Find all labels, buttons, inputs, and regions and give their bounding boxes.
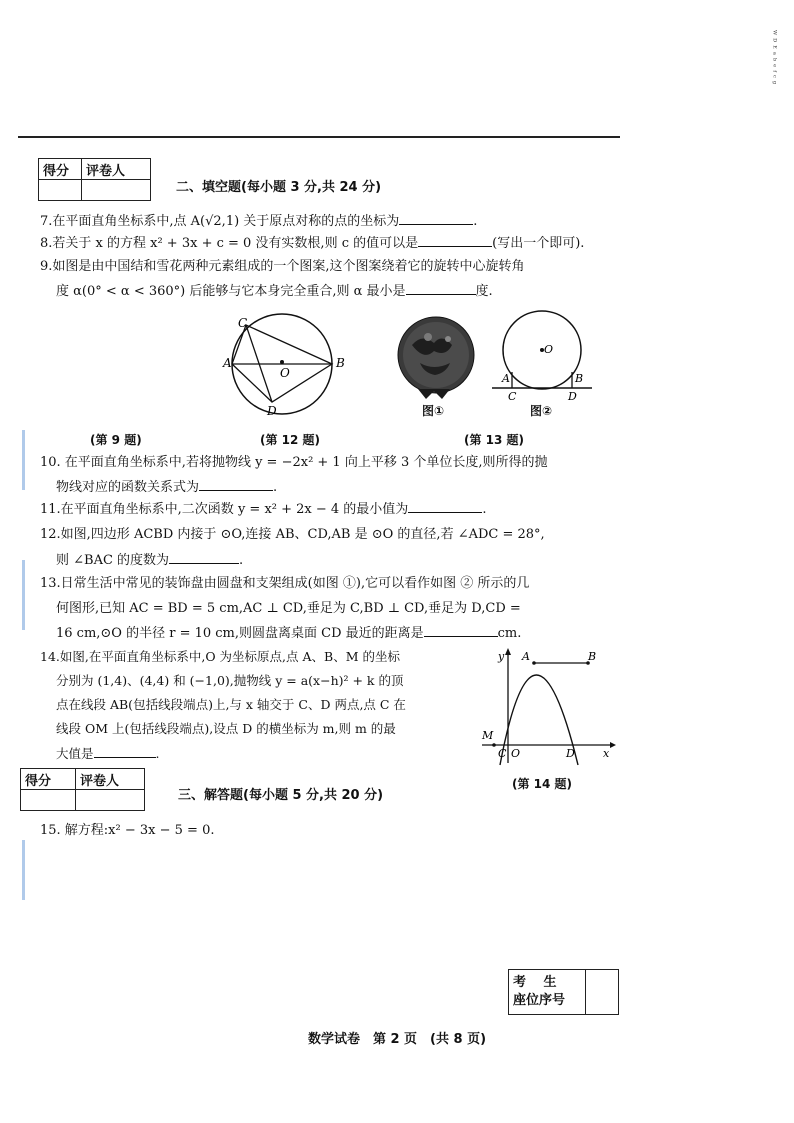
figure-14-graph [478, 645, 618, 770]
q7-period: . [473, 214, 478, 229]
caption-fig12: (第 12 题) [260, 433, 321, 447]
section3-title: 三、解答题(每小题 5 分,共 20 分) [178, 788, 384, 803]
answer-blank-11[interactable] [408, 500, 482, 513]
question-8-suffix: (写出一个即可). [492, 236, 585, 251]
grader-cell[interactable] [82, 180, 151, 201]
fig14-label-o: O [511, 747, 521, 760]
answer-blank-9[interactable] [406, 282, 476, 295]
score-label: 得分 [21, 769, 76, 790]
score-cell[interactable] [39, 180, 82, 201]
seat-label-line2: 座位序号 [513, 993, 566, 1008]
q12-period: . [239, 553, 244, 568]
fig14-label-a: A [522, 650, 530, 663]
answer-blank-12[interactable] [169, 551, 239, 564]
answer-blank-8[interactable] [418, 234, 492, 247]
question-12-line2 [56, 551, 243, 570]
question-10-line1: 10. 在平面直角坐标系中,若将抛物线 y = −2x² + 1 向上平移 3 个单位长度,则所得的抛 [40, 455, 548, 470]
seat-label-cell [509, 970, 586, 1015]
seat-label-line1: 考 生 [513, 975, 557, 990]
fig14-label-c: C [498, 747, 507, 760]
question-8-text: 8.若关于 x 的方程 x² + 3x + c = 0 没有实数根,则 c 的值可以是 [40, 236, 419, 251]
q10-period: . [273, 480, 278, 495]
question-10-line2 [56, 478, 277, 497]
fig14-label-m: M [482, 729, 494, 742]
question-12-line1: 12.如图,四边形 ACBD 内接于 ⊙O,连接 AB、CD,AB 是 ⊙O 的直径,若 ∠ADC = 28°, [40, 527, 545, 542]
fig14-label-y: y [498, 650, 505, 663]
fig13-label-b: B [575, 372, 584, 385]
answer-blank-10[interactable] [199, 478, 273, 491]
question-7-text: 7.在平面直角坐标系中,点 A(√2,1) 关于原点对称的点的坐标为 [40, 214, 400, 229]
seat-number-input[interactable] [586, 970, 619, 1015]
caption-fig9: (第 9 题) [90, 433, 142, 447]
q11-period: . [482, 502, 487, 517]
question-13-line2: 何图形,已知 AC = BD = 5 cm,AC ⊥ CD,垂足为 C,BD ⊥ CD,垂足为 D,CD = [56, 601, 521, 616]
margin-mark [22, 840, 25, 900]
question-14-line1: 14.如图,在平面直角坐标系中,O 为坐标原点,点 A、B、M 的坐标 [40, 649, 400, 664]
fig12-label-d: D [267, 404, 277, 418]
question-9-text: 度 α(0° < α < 360°) 后能够与它本身完全重合,则 α 最小是 [56, 284, 406, 299]
question-9-line1: 9.如图是由中国结和雪花两种元素组成的一个图案,这个图案绕着它的旋转中心旋转角 [40, 259, 525, 274]
question-14-line3: 点在线段 AB(包括线段端点)上,与 x 轴交于 C、D 两点,点 C 在 [56, 697, 406, 712]
answer-blank-13[interactable] [424, 624, 498, 637]
figure-13-geometry [492, 311, 592, 403]
score-cell[interactable] [21, 790, 76, 811]
question-11-text: 11.在平面直角坐标系中,二次函数 y = x² + 2x − 4 的最小值为 [40, 502, 409, 517]
fig13-label-o: O [544, 343, 554, 356]
question-8 [40, 234, 584, 253]
question-7 [40, 212, 477, 231]
figure-12-diagram [222, 314, 345, 418]
question-13-text: 16 cm,⊙O 的半径 r = 10 cm,则圆盘离桌面 CD 最近的距离是 [56, 626, 424, 641]
question-14-line4: 线段 OM 上(包括线段端点),设点 D 的横坐标为 m,则 m 的最 [56, 721, 396, 736]
seat-number-box [508, 969, 619, 1015]
caption-fig13-2: 图② [530, 404, 553, 418]
grader-cell[interactable] [76, 790, 145, 811]
question-12-text: 则 ∠BAC 的度数为 [56, 553, 170, 568]
question-9-suffix: 度. [475, 284, 493, 299]
section3-score-table [20, 768, 145, 811]
q14-period: . [155, 746, 160, 761]
score-label: 得分 [39, 159, 82, 180]
question-13-line1: 13.日常生活中常见的装饰盘由圆盘和支架组成(如图 ①),它可以看作如图 ② 所示的几 [40, 576, 530, 591]
figure-13-plate-photo [398, 317, 474, 399]
question-10-text: 物线对应的函数关系式为 [56, 480, 200, 495]
section2-score-table [38, 158, 151, 201]
section2-title: 二、填空题(每小题 3 分,共 24 分) [176, 180, 382, 195]
fig12-label-a: A [223, 356, 232, 370]
fig12-label-b: B [336, 356, 345, 370]
question-14-line5 [56, 745, 160, 763]
question-13-suffix: cm. [497, 626, 522, 641]
margin-mark [22, 430, 25, 490]
fig14-label-d: D [566, 747, 575, 760]
fig12-label-o: O [280, 366, 290, 380]
caption-fig13: (第 13 题) [464, 433, 525, 447]
caption-fig13-1: 图① [422, 404, 445, 418]
caption-fig14: (第 14 题) [512, 777, 573, 791]
side-margin-marks: ᵂᴰᴱᵃᵇᵉᶠᶜᵍ [769, 30, 778, 88]
fig13-label-c: C [508, 390, 517, 403]
fig12-label-c: C [238, 316, 248, 330]
answer-blank-14[interactable] [94, 745, 156, 758]
fig14-label-x: x [603, 747, 610, 760]
fig14-label-b: B [588, 650, 597, 663]
answer-blank-7[interactable] [399, 212, 473, 225]
question-9-line2 [56, 282, 493, 301]
figures-row [0, 305, 794, 445]
question-13-line3 [56, 624, 521, 643]
grader-label: 评卷人 [76, 769, 145, 790]
question-14-line2: 分别为 (1,4)、(4,4) 和 (−1,0),抛物线 y = a(x−h)² + k 的顶 [56, 673, 404, 688]
header-rule [18, 136, 620, 138]
grader-label: 评卷人 [82, 159, 151, 180]
fig13-label-a: A [502, 372, 510, 385]
question-15: 15. 解方程:x² − 3x − 5 = 0. [40, 823, 215, 838]
margin-mark [22, 560, 25, 630]
fig13-label-d: D [568, 390, 577, 403]
page-footer: 数学试卷 第 2 页 (共 8 页) [307, 1032, 487, 1047]
question-14-text: 大值是 [56, 746, 94, 761]
question-11 [40, 500, 486, 519]
